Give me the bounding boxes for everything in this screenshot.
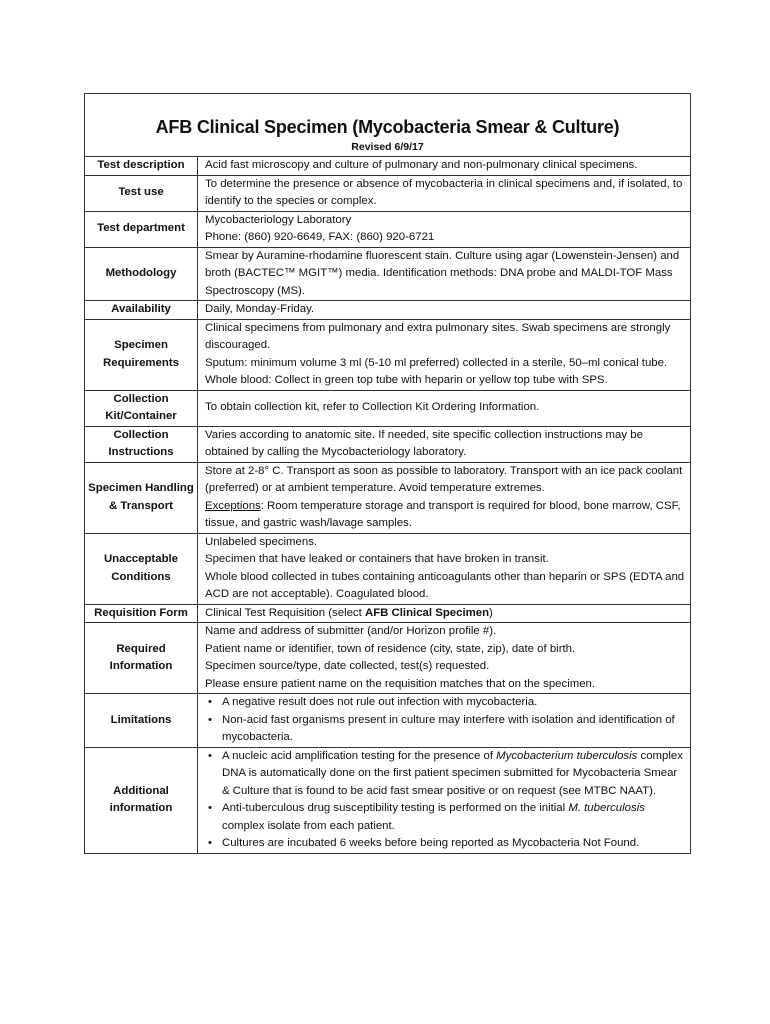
- row-label-handling-transport: Specimen Handling & Transport: [85, 462, 198, 533]
- list-item: [205, 800, 687, 835]
- row-label-unacceptable-conditions: Unacceptable Conditions: [85, 533, 198, 604]
- row-label-availability: Availability: [85, 301, 198, 320]
- specimen-info-table: [85, 157, 690, 853]
- table-row-specimen-requirements: [85, 319, 690, 390]
- table-row-collection-instructions: [85, 426, 690, 462]
- limitations-list: [205, 694, 687, 747]
- row-value-handling-transport: [198, 462, 691, 533]
- revised-date: Revised 6/9/17: [351, 141, 424, 153]
- row-value-requisition-form: [198, 604, 691, 623]
- row-value-test-department: [198, 211, 691, 247]
- row-value-collection-instructions: Varies according to anatomic site. If needed, site specific collection instructions may be obtained by calling the Mycobacteriology laboratory.: [198, 426, 691, 462]
- required-specimen-source: Specimen source/type, date collected, test(s) requested.: [205, 660, 490, 672]
- row-value-limitations: [198, 694, 691, 748]
- row-label-limitations: Limitations: [85, 694, 198, 748]
- table-row-methodology: [85, 247, 690, 301]
- row-label-collection-instructions: Collection Instructions: [85, 426, 198, 462]
- row-label-test-description: Test description: [85, 157, 198, 175]
- row-label-required-information: Required Information: [85, 623, 198, 694]
- requisition-text-before: Clinical Test Requisition (select: [205, 606, 365, 619]
- table-row-test-description: [85, 157, 690, 175]
- row-label-specimen-requirements: Specimen Requirements: [85, 319, 198, 390]
- table-row-additional-information: [85, 747, 690, 853]
- susceptibility-text-before: Anti-tuberculous drug susceptibility testing is performed on the initial: [222, 802, 569, 814]
- list-item: • Cultures are incubated 6 weeks before being reported as Mycobacteria Not Found.: [205, 835, 687, 853]
- handling-storage-text: Store at 2-8° C. Transport as soon as possible to laboratory. Transport with an ice pack coolant (preferred) or at ambient temperature. Avoid temperature extremes.: [205, 464, 683, 494]
- requirement-clinical-specimens: Clinical specimens from pulmonary and extra pulmonary sites. Swab specimens are strongly discouraged.: [205, 321, 671, 351]
- table-row-availability: [85, 301, 690, 320]
- row-value-collection-kit: To obtain collection kit, refer to Collection Kit Ordering Information.: [198, 390, 691, 426]
- table-row-limitations: [85, 694, 690, 748]
- row-label-test-use: Test use: [85, 175, 198, 211]
- susceptibility-organism: M. tuberculosis: [568, 802, 645, 814]
- table-row-unacceptable-conditions: [85, 533, 690, 604]
- table-row-test-department: [85, 211, 690, 247]
- condition-anticoagulants: Whole blood collected in tubes containing anticoagulants other than heparin or SPS (EDTA and ACD are not acceptable). Coagulated blood.: [205, 570, 685, 600]
- naat-text-after: complex DNA is automatically done on the first patient specimen submitted for Mycobacteria Smear & Culture that is found to be acid fast smear positive or on request (see MTBC NAAT).: [222, 749, 683, 797]
- required-patient: Patient name or identifier, town of residence (city, state, zip), date of birth.: [205, 642, 576, 655]
- row-label-requisition-form: Requisition Form: [85, 604, 198, 623]
- naat-organism: Mycobacterium tuberculosis: [496, 749, 638, 762]
- table-row-required-information: [85, 623, 690, 694]
- row-label-collection-kit: Collection Kit/Container: [85, 390, 198, 426]
- table-row-requisition-form: [85, 604, 690, 623]
- row-value-additional-information: [198, 747, 691, 853]
- row-value-methodology: Smear by Auramine-rhodamine fluorescent stain. Culture using agar (Lowenstein-Jensen) and broth (BACTEC™ MGIT™) media. Identification methods: DNA probe and MALDI-TOF Mass Spectroscopy (MS).: [198, 247, 691, 301]
- list-item: • A negative result does not rule out infection with mycobacteria.: [205, 694, 687, 712]
- naat-text-before: A nucleic acid amplification testing for the presence of: [222, 749, 497, 762]
- exceptions-text: : Room temperature storage and transport is required for blood, bone marrow, CSF, tissue, and gastric wash/lavage samples.: [205, 499, 681, 529]
- row-value-required-information: [198, 623, 691, 694]
- row-value-specimen-requirements: [198, 319, 691, 390]
- table-row-collection-kit: [85, 390, 690, 426]
- row-value-unacceptable-conditions: [198, 533, 691, 604]
- table-row-test-use: [85, 175, 690, 211]
- additional-information-list: [205, 748, 687, 853]
- table-row-handling-transport: [85, 462, 690, 533]
- condition-leaked: Specimen that have leaked or containers that have broken in transit.: [205, 553, 549, 565]
- requirement-sputum: Sputum: minimum volume 3 ml (5-10 ml preferred) collected in a sterile, 50–ml conical tube.: [205, 356, 668, 369]
- list-item: [205, 748, 687, 801]
- handling-exceptions: [205, 498, 687, 533]
- row-label-test-department: Test department: [85, 211, 198, 247]
- row-label-methodology: Methodology: [85, 247, 198, 301]
- row-label-additional-information: Additional information: [85, 747, 198, 853]
- row-value-test-use: To determine the presence or absence of mycobacteria in clinical specimens and, if isolated, to identify to the species or complex.: [198, 175, 691, 211]
- specimen-document: [84, 93, 691, 854]
- row-value-availability: Daily, Monday-Friday.: [198, 301, 691, 320]
- requisition-text-after: ): [489, 606, 493, 619]
- required-name-match: Please ensure patient name on the requisition matches that on the specimen.: [205, 677, 596, 690]
- required-submitter: Name and address of submitter (and/or Horizon profile #).: [205, 625, 497, 637]
- susceptibility-text-after: complex isolate from each patient.: [222, 819, 395, 832]
- list-item: • Non-acid fast organisms present in culture may interfere with isolation and identification of mycobacteria.: [205, 712, 687, 747]
- department-name: Mycobacteriology Laboratory: [205, 213, 352, 226]
- requirement-whole-blood: Whole blood: Collect in green top tube with heparin or yellow top tube with SPS.: [205, 374, 608, 386]
- department-contact: Phone: (860) 920-6649, FAX: (860) 920-6721: [205, 231, 435, 243]
- title-block: [85, 94, 690, 157]
- exceptions-label: Exceptions: [205, 499, 261, 512]
- requisition-selection: AFB Clinical Specimen: [364, 606, 490, 619]
- document-title: AFB Clinical Specimen (Mycobacteria Smear & Culture): [155, 117, 620, 137]
- row-value-test-description: Acid fast microscopy and culture of pulmonary and non-pulmonary clinical specimens.: [205, 159, 638, 171]
- condition-unlabeled: Unlabeled specimens.: [205, 535, 318, 548]
